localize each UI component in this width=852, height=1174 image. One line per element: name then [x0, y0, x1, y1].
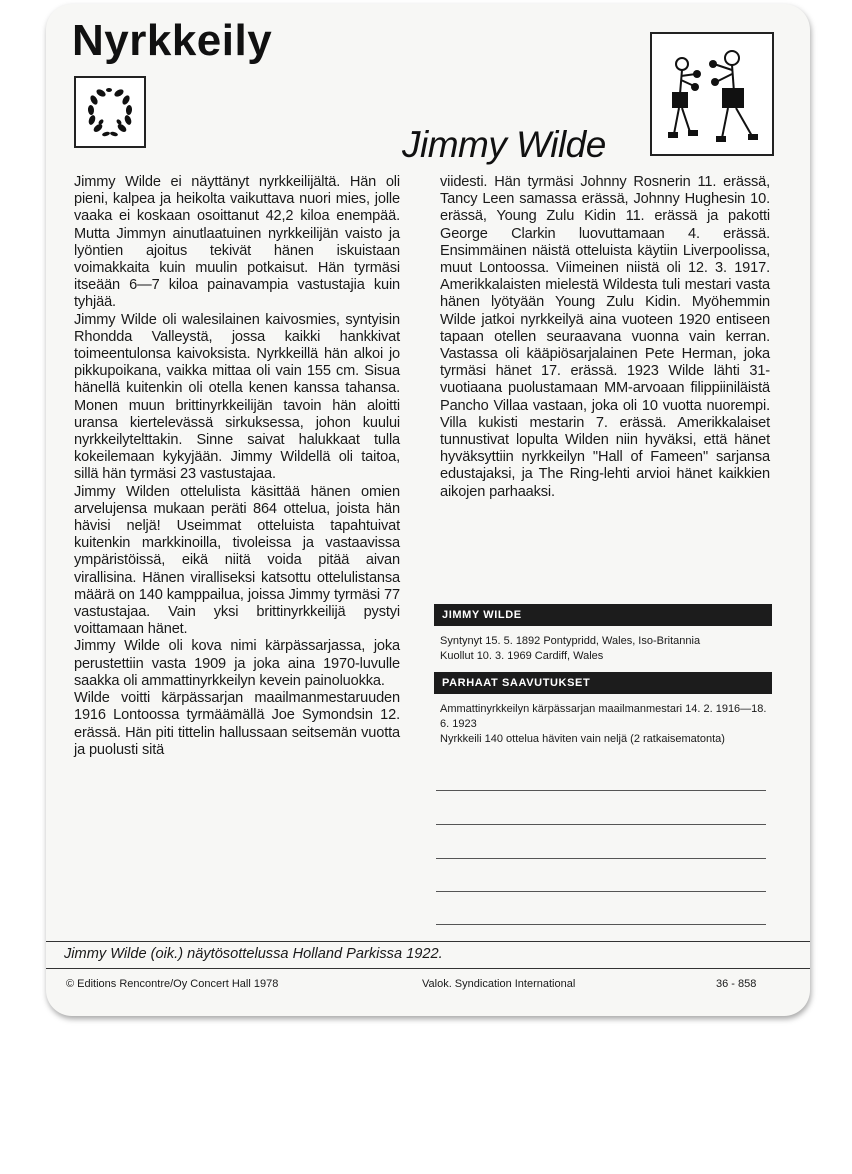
laurel-wreath-icon [74, 76, 146, 148]
blank-rule [436, 824, 766, 825]
death-info: Kuollut 10. 3. 1969 Cardiff, Wales [440, 650, 604, 662]
blank-rule [436, 858, 766, 859]
copyright: © Editions Rencontre/Oy Concert Hall 1978 [66, 978, 279, 990]
achievement-item: Ammattinyrkkeilyn kärpässarjan maailmanmestari 14. 2. 1916—18. 6. 1923 [440, 703, 767, 730]
paragraph: Jimmy Wilden ottelulista käsittää hänen omien arvelujensa mukaan peräti 864 ottelua, joista hän hävisi neljä! Useimmat otteluista tapahtuivat kuitenkin markkinoilla, tivoleissa ja vastaavissa ympäristöissä, eikä niitä voida pitää aivan virallisina. Hänen viralliseksi katsottu ottelulistansa määrä on 140 kamppailua, joissa Jimmy tyrmäsi 77 vastustajaa. Vain yksi brittinyrkkeilijä pystyi voittamaan hänet. [74, 483, 400, 638]
birth-info: Syntynyt 15. 5. 1892 Pontypridd, Wales, Iso-Britannia [440, 635, 701, 647]
card-number: 36 - 858 [716, 978, 757, 990]
achievement-item: Nyrkkeili 140 ottelua häviten vain neljä (2 ratkaisematonta) [440, 733, 725, 745]
bio-details [440, 634, 770, 664]
photo-credit: Valok. Syndication International [422, 978, 576, 990]
achievements-heading: PARHAAT SAAVUTUKSET [434, 672, 772, 694]
blank-rule [436, 891, 766, 892]
paragraph: Jimmy Wilde ei näyttänyt nyrkkeilijältä. Hän oli pieni, kalpea ja heikolta vaikuttava nuori mies, jolle vaaka ei koskaan osoittanut 42,2 kiloa enempää. Mutta Jimmyn ainutlaatuinen nyrkkeilijän vaisto ja lyöntien ajoitus tekivät hänen iskuistaan voimakkaita kuin muulin potkaisut. Hän tyrmäsi itseään 6—7 kiloa painavampia vastustajia kuin tyhjää. [74, 174, 400, 311]
sports-card [46, 4, 810, 1016]
paragraph: Jimmy Wilde oli walesilainen kaivosmies, syntyisin Rhondda Valleystä, jossa kaikki hankkivat toimeentulonsa kaivoksista. Nyrkkeillä hän alkoi jo pikkupoikana, vaikka mittaa oli vain 155 cm. Sisua hänellä kuitenkin oli otella kenen kanssa tahansa. Monen muun brittinyrkkeilijän tavoin hän aloitti uransa kiertelevässä sirkuksessa, johon kuului nyrkkeilytelttakin. Sinne saivat halukkaat tulla kokeilemaan kykyjään. Jimmy Wildellä oli taitoa, sillä hän tyrmäsi 23 vastustajaa. [74, 311, 400, 483]
photo-caption: Jimmy Wilde (oik.) näytösottelussa Holland Parkissa 1922. [64, 946, 443, 962]
blank-rule [436, 790, 766, 791]
caption-divider [46, 968, 810, 969]
athlete-name: Jimmy Wilde [402, 124, 606, 165]
caption-divider [46, 941, 810, 942]
blank-rule [436, 924, 766, 925]
boxers-illustration-icon [650, 32, 774, 156]
paragraph: viidesti. Hän tyrmäsi Johnny Rosnerin 11. erässä, Tancy Leen samassa erässä, Johnny Hughesin 10. erässä, Young Zulu Kidin 11. erässä ja pakotti George Clarkin luovuttamaan 4. erässä. Ensimmäinen näistä otteluista käytiin Liverpoolissa, muut Lontoossa. Viimeinen niistä oli 12. 3. 1917. Amerikkalaisten mielestä Wildesta tuli mestari vasta hänen lyötyään Young Zulu Kidin. Myöhemmin Wilde jatkoi nyrkkeilyä aina vuoteen 1920 entiseen tapaan otellen seuraavana vuonna vain kerran. Vastassa oli kääpiösarjalainen Pete Herman, joka tyrmäsi hänet 17. erässä. 1923 Wilde lähti 31-vuotiaana puolustamaan MM-arvoaan filippiiniläistä Pancho Villaa vastaan, joka oli 10 vuotta nuorempi. Villa kukisti mestarin 7. erässä. Amerikkalaiset tunnustivat lopulta Wilden niin hyväksi, että hänet hyväksyttiin nyrkkeilyn ''Hall of Fameen'' sarjansa edustajaksi, ja The Ring-lehti arvioi hänet kaikkien aikojen parhaaksi. [440, 174, 770, 500]
paragraph: Jimmy Wilde oli kova nimi kärpässarjassa, joka perustettiin vasta 1909 ja joka aina 1970-luvulle saakka oli ammattinyrkkeilyn kevein painoluokka. [74, 638, 400, 689]
article-left-column [74, 174, 400, 759]
article-right-column [440, 174, 770, 501]
paragraph: Wilde voitti kärpässarjan maailmanmestaruuden 1916 Lontoossa tyrmäämällä Joe Symondsin 12. erässä. Hän piti tittelin hallussaan seitsemän vuotta ja puolusti sitä [74, 690, 400, 758]
category-title: Nyrkkeily [72, 16, 273, 65]
bio-heading: JIMMY WILDE [434, 604, 772, 626]
achievements-list [440, 702, 770, 747]
